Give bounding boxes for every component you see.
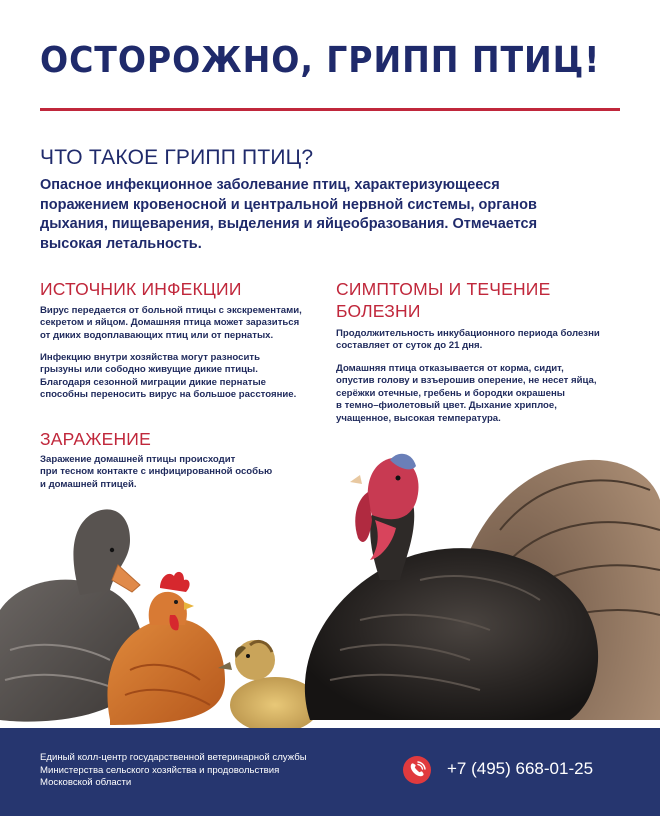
call-center-text (40, 752, 370, 790)
text-line: в темно–фиолетовый цвет. Дыхание хриплое, (336, 400, 557, 412)
intro-line: Опасное инфекционное заболевание птиц, характеризующееся (40, 177, 500, 193)
heading-line: БОЛЕЗНИ (336, 301, 421, 321)
footer-line: Единый колл-центр государственной ветеринарной службы (40, 752, 307, 763)
phone-icon (403, 756, 431, 784)
source-paragraph-2 (40, 352, 330, 402)
text-line: Продолжительность инкубационного периода болезни (336, 328, 600, 339)
intro-line: высокая летальность. (40, 235, 202, 252)
duckling (218, 640, 320, 730)
source-heading: ИСТОЧНИК ИНФЕКЦИИ (40, 279, 242, 299)
text-line: при тесном контакте с инфицированной особью (40, 466, 273, 478)
heading-line: СИМПТОМЫ И ТЕЧЕНИЕ (336, 279, 551, 299)
text-line: учащенное, высокая температура. (336, 412, 501, 424)
text-line: грызуны или сободно живущие дикие птицы. (40, 364, 258, 376)
footer-line: Министерства сельского хозяйства и продовольствия (40, 764, 280, 776)
title-divider (40, 108, 620, 111)
text-line: и домашней птицей. (40, 478, 137, 490)
intro-text (40, 176, 620, 254)
source-paragraph-1 (40, 305, 330, 342)
symptoms-heading (336, 278, 550, 322)
intro-line: дыхания, пищеварения, выделения и яйцеобразования. Отмечается (40, 216, 538, 232)
text-line: серёжки отечные, гребень и бородки окрашены (336, 387, 565, 399)
poultry-illustration (0, 420, 660, 730)
footer (0, 728, 660, 816)
text-line: опустив голову и взъерошив оперение, не несет яйца, (336, 375, 597, 387)
intro-line: поражением кровеносной и центральной нервной системы, органов (40, 196, 537, 213)
text-line: способны переносить вирус на большое расстояние. (40, 389, 297, 401)
text-line: Заражение домашней птицы происходит (40, 454, 236, 465)
text-line: Домашняя птица отказывается от корма, сидит, (336, 363, 564, 374)
phone-number[interactable]: +7 (495) 668-01-25 (447, 759, 594, 778)
symptoms-paragraph-1 (336, 328, 626, 353)
intro-heading: ЧТО ТАКОЕ ГРИПП ПТИЦ? (40, 146, 314, 169)
hen (107, 572, 225, 725)
footer-line: Московской области (40, 777, 132, 789)
text-line: составляет от суток до 21 дня. (336, 340, 483, 352)
text-line: Благодаря сезонной миграции дикие пернатые (40, 376, 267, 388)
text-line: секретом и яйцом. Домашняя птица может заразиться (40, 317, 300, 329)
page-title: ОСТОРОЖНО, ГРИПП ПТИЦ! (40, 40, 601, 81)
infection-heading: ЗАРАЖЕНИЕ (40, 429, 151, 449)
text-line: Инфекцию внутри хозяйства могут разносить (40, 352, 261, 363)
text-line: Вирус передается от больной птицы с экскрементами, (40, 305, 302, 316)
symptoms-paragraph-2 (336, 363, 626, 425)
text-line: от диких водоплавающих птиц или от пернатых. (40, 329, 274, 341)
